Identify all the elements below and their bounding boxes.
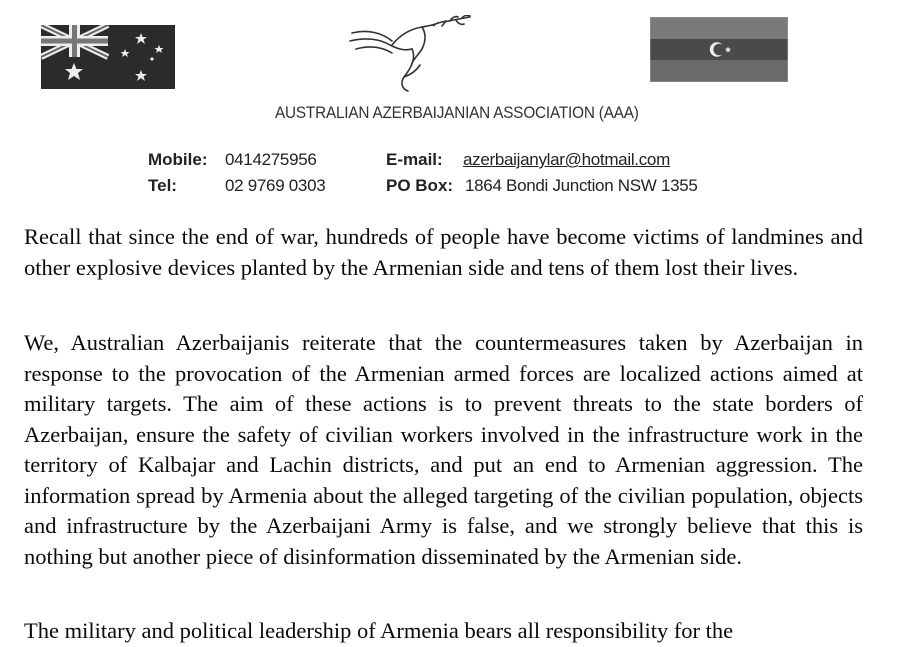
- mobile-value: 0414275956: [225, 150, 317, 169]
- azerbaijan-flag-icon: [650, 17, 788, 82]
- mobile-value-wrap: [225, 150, 317, 170]
- pobox-label: PO Box:: [386, 176, 454, 195]
- email-contact: [386, 150, 443, 170]
- email-label: E-mail:: [386, 150, 443, 169]
- pobox-value-wrap: [465, 176, 698, 196]
- organization-name: AUSTRALIAN AZERBAIJANIAN ASSOCIATION (AAA): [274, 103, 639, 122]
- pobox-contact: [386, 176, 453, 196]
- body-paragraph-2: We, Australian Azerbaijanis reiterate that the countermeasures taken by Azerbaijan in response to the provocation of the Armenian armed forces are localized actions aimed at military targets. The aim of these actions is to prevent threats to the state borders of Azerbaijan, ensure the safety of civilian workers involved in the infrastructure work in the territory of Kalbajar and Lachin districts, and put an end to Armenian aggression. The information spread by Armenia about the alleged targeting of the civilian population, objects and infrastructure by the Azerbaijani Army is false, and we strongly believe that this is nothing but another piece of disinformation disseminated by the Armenian side.: [24, 330, 863, 569]
- tel-contact: [148, 176, 177, 196]
- mobile-contact: [148, 150, 208, 170]
- body-paragraph-3-partial: The military and political leadership of Armenia bears all responsibility for the: [24, 618, 734, 643]
- tel-value: 02 9769 0303: [225, 176, 326, 195]
- email-link[interactable]: azerbaijanylar@hotmail.com: [463, 150, 670, 169]
- australia-flag-icon: [41, 25, 175, 89]
- tel-label: Tel:: [148, 176, 177, 195]
- email-value-wrap: [463, 150, 670, 170]
- tel-value-wrap: [225, 176, 325, 196]
- mobile-label: Mobile:: [148, 150, 208, 169]
- dove-with-olive-branch-icon: [346, 15, 476, 93]
- body-paragraph-1: Recall that since the end of war, hundreds of people have become victims of landmines and other explosive devices planted by the Armenian side and tens of them lost their lives.: [24, 224, 863, 280]
- pobox-value: 1864 Bondi Junction NSW 1355: [465, 176, 698, 195]
